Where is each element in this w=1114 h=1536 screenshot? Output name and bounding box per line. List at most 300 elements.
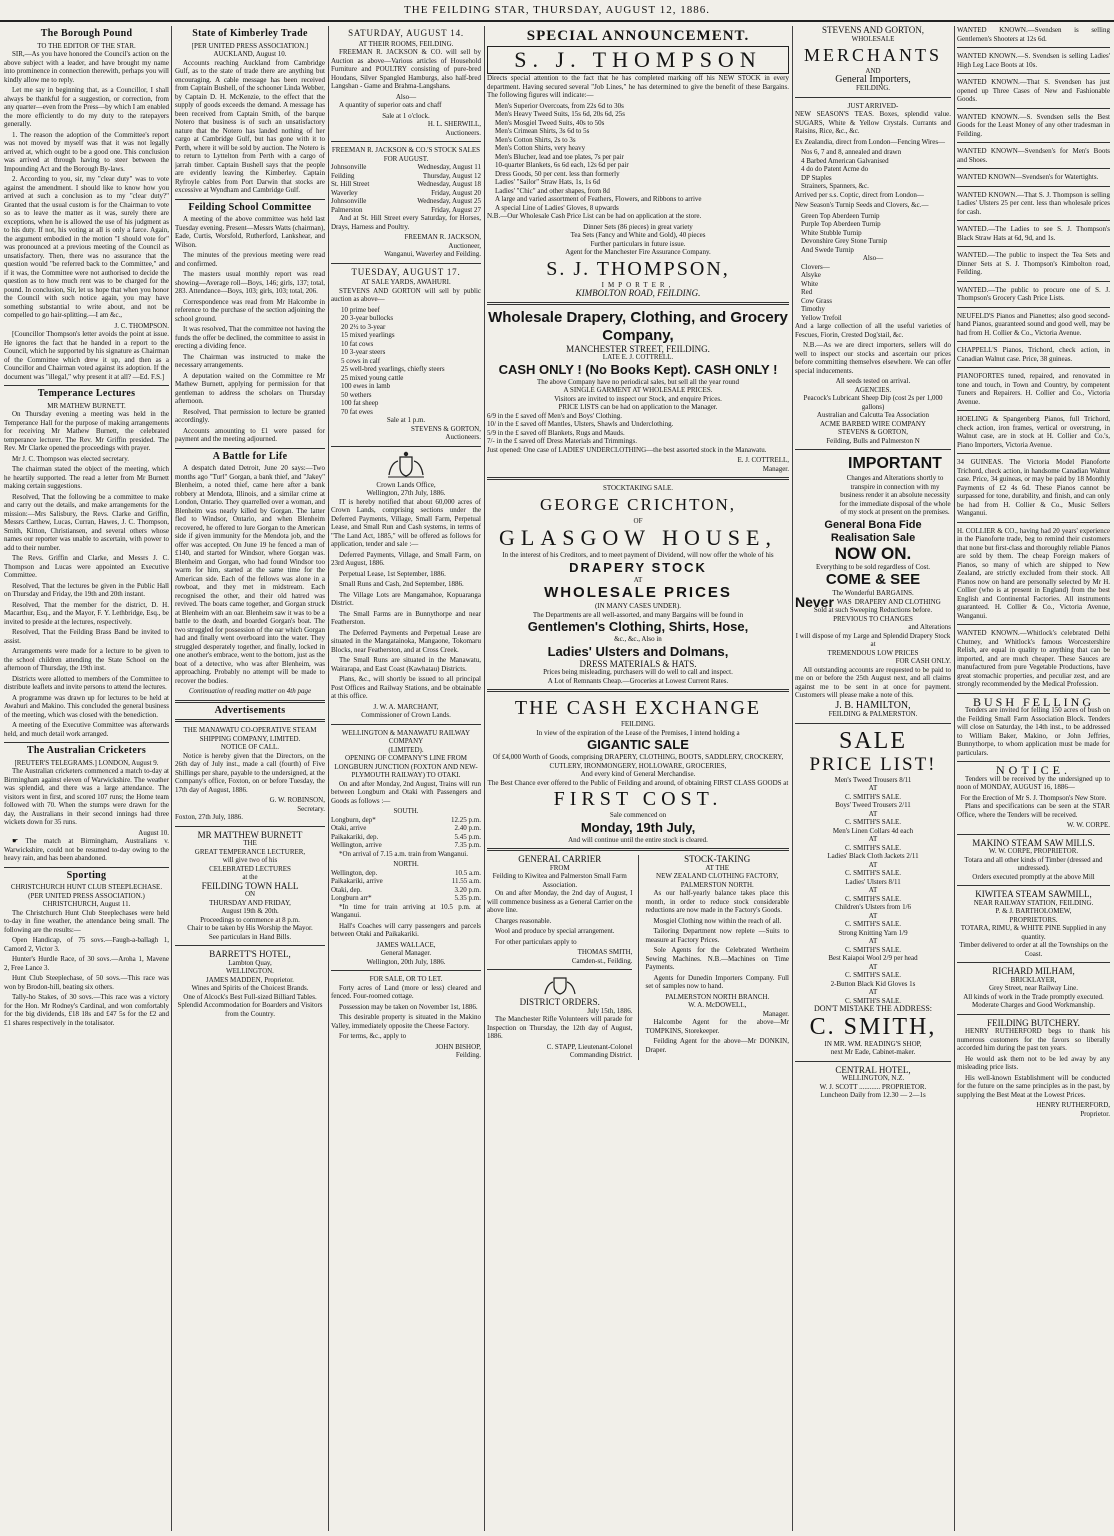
paragraph: Halcombe Agent for the above—Mr TOMPKINS, Storekeeper.	[645, 1018, 789, 1035]
ad-line: Prices being misleading, purchasers will do well to call and inspect.	[543, 668, 733, 676]
table-row	[331, 180, 481, 189]
paragraph: And a large collection of all the useful varieties of Fescues, Fiorin, Crested Dog'stail, &c.	[795, 322, 951, 339]
paragraph: Notice is hereby given that the Directors, on the 26th day of July inst., made a call (fourth) of Five Shillings per share, payable to the undersigned, at the Company's office, Foxton, on or before Tuesday, the 17th day of August, 1886.	[175, 751, 325, 794]
paragraph: On and after Monday, the 2nd day of August, I will commence business as a General Carrier on the above line.	[487, 889, 633, 914]
important-text	[839, 454, 951, 519]
dateline: July 15th, 1886.	[587, 1006, 633, 1015]
ad-title: KIWITEA STEAM SAWMILL,	[975, 889, 1092, 899]
paragraph: A despatch dated Detroit, June 20 says:—Two months ago "Turl" Gorgan, a bank thief, and "Jakey" Blenheim, a noted thief, came here after a bank robbery at Mendota, Illinois, and a similar crime at London, Ontario. They quarrelled over a woman, and Blenheim was nearly killed by Gorgan. The latter fled to Windsor, Ontario, and when Blenheim recovered, he offered to lure Gorgan to the American side if given immunity for the Mendota job, and the offer was accepted. On June 19 he fenced a man of £140, and started for Windsor, where Gorgan was. Blenheim and Gorgan, who had found Windsor too warm for him, started at the same time for the American side. Each of the fellows was alone in a rowboat, and they met in midstream. Each recognised the other, and their old hatred was revived. The boats came together, and Gorgan struck at Blenheim with an oar. Blenheim saw it was to be a battle to the death, and boarded Gorgan's boat. The two struggled for possession of the oar which Gorgan had and finally went overboard into the water. They struggled desperately together, and finally, locked in one another's embrace, went to the bottom, just as the boat of a detective, who was after Blenheim, was approaching. Probably no attempt will be made to recover the bodies.	[175, 464, 325, 685]
ad-line: General Bona Fide	[824, 518, 922, 531]
ad-title: Wholesale Drapery, Clothing, and Grocery Company,	[488, 308, 788, 344]
was-word: WAS	[836, 597, 852, 606]
column-rule	[328, 26, 329, 1531]
ad-line: Luncheon Daily from 12.30 — 2—1s	[820, 1091, 926, 1099]
ad-line: JAMES MADDEN, Proprietor.	[206, 975, 294, 984]
ad-line: Totara and all other kinds of Timber (dressed and undressed).	[964, 855, 1103, 872]
ad-line: See particulars in Hand Bills.	[208, 932, 292, 941]
ad-title: THE MANAWATU CO-OPERATIVE STEAM SHIPPING COMPANY, LIMITED.	[183, 726, 317, 743]
paragraph: Mosgiel Clothing now within the reach of all.	[653, 916, 782, 925]
divider	[957, 281, 1110, 282]
paragraph: Open Handicap, of 75 sovs.—Faugh-a-ballagh 1, Camord 2, Victor 3.	[4, 936, 169, 953]
ad-line: Crown Lands Office,	[376, 480, 436, 489]
ad-line: Australian and Calcutta Tea Association	[816, 411, 930, 419]
column-4	[487, 26, 789, 1531]
divider	[957, 834, 1110, 835]
ad-line: Dinner Sets (86 pieces) in great variety	[583, 222, 693, 231]
row-value: Wednesday, August 25	[417, 197, 481, 205]
classified-ad: WANTED.—The public to inspect the Tea Sets and Dinner Sets at S. J. Thompson's Kimbolton road, Feilding.	[957, 251, 1110, 276]
paragraph: SIR,—As you have honored the Council's action on the above subject with a leader, and have brought my name into prominence in connection therewith, perhaps you will kindly allow me to reply.	[4, 50, 169, 84]
table-row	[331, 841, 481, 850]
special-announcement-title: SPECIAL ANNOUNCEMENT.	[526, 28, 750, 44]
article-source: [PER UNITED PRESS ASSOCIATION.]	[191, 41, 309, 50]
list-item: White Stubble Turnip	[801, 228, 862, 237]
paragraph: A programme was drawn up for lectures to be held at Awahuri and Makino. This concluded the general business of the meeting, which was closed with the benediction.	[4, 693, 169, 719]
paragraph: And at St. Hill Street every Saturday, for Horses, Drays, Harness and Poultry.	[331, 214, 481, 231]
paragraph: 2. According to you, sir, my "clear duty" was to vote against the amendment. I should like to know how you arrived at such a conclusion as to my "clear duty?" Granted that the usual custom is for the Chairman to vote so as to leave the matter as it was, surely there are exceptions, when he is allowed the use of his judgment as to his duty. If not, his voting at all is only a farce. Again, the argument embodied in the motion "I should vote for" was pronounced at a previous meeting of the Council as unsatisfactory. Then, there was no assurance that the question would "be referred back to the Committee," and if it was, the Committee were not authorised to decide the question as to how much rent was to be charged for the pound. In conclusion, Sir, let us hope that when you honor the Council with such notice again, you may have something substantial to write about, and not be compelled to go hair-splitting.—I am &c.,	[4, 175, 169, 319]
article-title: Sporting	[66, 869, 107, 881]
discount-list	[487, 412, 789, 446]
ad-line: TREMENDOUS LOW PRICES	[827, 648, 919, 657]
sale-store: C. SMITH'S SALE.	[844, 971, 902, 979]
article-subhead: CHRISTCHURCH HUNT CLUB STEEPLECHASE.	[10, 883, 163, 891]
paragraph: 1. The reason the adoption of the Committee's report was not moved by myself was that it was not legally arrived at, which ought to be a good one. This conclusion was arrived at through having to steer between the Impounding Act and the Borough By-laws.	[4, 130, 169, 173]
divider	[957, 307, 1110, 308]
classified-ad: WANTED KNOWN.—Svendsen is selling Gentlemen's Shooters at 12s 6d.	[957, 26, 1110, 43]
divider	[175, 700, 325, 703]
divider	[957, 624, 1110, 625]
column-1	[4, 26, 169, 1531]
list-item: 4 do do Patent Acme do	[801, 165, 869, 173]
ad-line: Monday, 19th July,	[580, 819, 696, 835]
list-item: DP Staples	[801, 173, 832, 182]
ad-title: STEVENS AND GORTON,	[821, 26, 925, 35]
ad-line: AT SALE YARDS, AWAHURI.	[361, 278, 451, 286]
ad-line: Gentlemen's Clothing, Shirts, Hose,	[527, 619, 749, 634]
ad-line: DON'T MISTAKE THE ADDRESS:	[813, 1004, 933, 1013]
sale-item: Best Kaiapoi Wool 2/9 per head	[828, 954, 918, 962]
merchants-title: MERCHANTS	[803, 45, 942, 65]
ad-title: GEORGE CRICHTON,	[539, 494, 737, 514]
paragraph: Ex Zealandia, direct from London—Fencing Wires—	[795, 137, 946, 146]
paragraph: Hunt Club Steeplechase, of 50 sovs.—This race was won by Brodon-hill, beating six others.	[4, 974, 169, 991]
sale-price-list	[795, 776, 951, 1006]
paragraph: Sole Agents for the Celebrated Wertheim Sewing Machines. N.B.—Machines on Time Payments.	[645, 946, 789, 971]
ad-line: BRICKLAYER,	[1010, 975, 1057, 984]
paragraph: Accounts reaching Auckland from Cambridge Gulf, as to the state of trade there are anything but encouraging. A cable message has been received from Captain Bushell, of the schooner Linda Webber, by Captain D. H. McKenzie, to the effect that the supply of goods exceeds the demand. A message has been received from Captain Smith, of the barque Notero that business is of such an unsatisfactory nature that the Notero has landed nothing of her cargo at Cambridge Gulf, but has gone with it to Perth, where it will be sold by auction. The Notero is to return to Lyttelton from Perth with a cargo of jarrah timber. Captain Bushell says that the people are evidently leaving the Kimberley. Captain Ryfroyle cables from Port Darwin that stocks are excessive at Wyndham and Cambridge Gulf.	[175, 58, 325, 194]
signature-role: Commissioner of Crown Lands.	[361, 711, 451, 719]
paragraph: Resolved, That the Feilding Brass Band be invited to assist.	[4, 628, 169, 645]
paragraph: A quantity of superior oats and chaff	[339, 101, 442, 109]
sale-at: AT	[868, 784, 878, 792]
ad-line: Sale at 1 o'clock.	[382, 111, 430, 120]
paragraph: Agents for Dunedin Importers Company. Full set of samples now to hand.	[645, 973, 789, 990]
list-item: A large and varied assortment of Feathers, Flowers, and Ribbons to arrive	[495, 195, 702, 203]
paragraph: *In time for train arriving at 10.5 p.m. at Wanganui.	[331, 902, 481, 919]
classified-ad: PIANOFORTES tuned, repaired, and renovated in tone and touch, in Town and Country, by competent Tuners and Repairers. H. Collier and Co., Victoria Avenue.	[957, 372, 1110, 406]
divider	[957, 1014, 1110, 1015]
ad-line: Further particulars in future issue.	[590, 239, 686, 248]
list-item: White	[801, 279, 819, 288]
list-item: Men's Superior Overcoats, from 22s 6d to 30s	[495, 101, 624, 110]
masthead: THE FEILDING STAR, THURSDAY, AUGUST 12, 1886.	[0, 0, 1114, 22]
ad-line: Lambton Quay,	[228, 958, 272, 967]
list-item: Men's Heavy Tweed Suits, 15s 6d, 20s 6d, 25s	[495, 110, 625, 118]
ad-line: MANCHESTER STREET, FEILDING.	[566, 343, 710, 354]
ad-subtitle: OPENING OF COMPANY'S LINE FROM LONGBURN JUNCTION (FOXTON AND NEW-PLYMOUTH RAILWAY) TO OTAKI.	[334, 754, 478, 779]
signature-role: Secretary.	[297, 804, 325, 813]
ad-line: All kinds of work in the Trade promptly executed.	[963, 992, 1104, 1001]
paragraph: The Christchurch Hunt Club Steeplechases were held to-day in fine weather, the attendance being small. The following are the results:—	[4, 908, 169, 934]
ad-line: For the Erection of Mr S. J. Thompson's New Store.	[960, 793, 1107, 802]
classified-ad: WANTED KNOWN—Svendsen's for Watertights.	[957, 173, 1099, 181]
paragraph: Just opened: One case of LADIES' UNDERCLOTHING—the best assorted stock in the Manawatu.	[487, 445, 767, 454]
divider	[957, 962, 1110, 963]
ad-line: General Importers,	[835, 73, 911, 85]
ad-line: W. W. CORPE, PROPRIETOR.	[988, 847, 1079, 855]
ad-line: NEAR RAILWAY STATION, FEILDING.	[973, 898, 1094, 907]
ad-line: Timber delivered to order at all the Townships on the Coast.	[959, 941, 1108, 958]
list-item: 20 2½ to 3-year	[341, 322, 386, 331]
signature-role: Proprietor.	[1080, 1109, 1110, 1118]
paragraph: Let me say in beginning that, as a Councillor, I shall always be thankful for a suggestion, or correction, from any quarter—even from the Press—by which I am enabled the more efficiently to do my duty to the ratepayers generally.	[4, 86, 169, 128]
row-label: Longburn arr*	[331, 894, 372, 902]
ad-line: TOTARA, RIMU, & WHITE PINE Supplied in any quantity.	[960, 924, 1107, 941]
ad-subtitle: NOTICE OF CALL.	[220, 743, 280, 751]
clover-list	[795, 263, 951, 323]
signature: J. W. A. MARCHANT,	[373, 702, 439, 711]
table-row	[331, 824, 481, 833]
divider	[175, 945, 325, 946]
timetable-north	[331, 869, 481, 903]
paragraph: As our half-yearly balance takes place this month, in order to reduce stock considerable reductions are now made in the Factory's Goods.	[645, 889, 789, 914]
sale-at: AT	[868, 886, 878, 894]
paragraph: Directs special attention to the fact that he has completed marking off his NEW STOCK in every department. Having secured several "Job Lines," he has determined to give the benefit of these Bargains. The following figures will indicate:—	[487, 74, 789, 99]
turnip-list	[795, 212, 951, 255]
ad-line: Proceedings to commence at 8 p.m.	[200, 915, 300, 924]
list-item: 6/9 in the £ saved off Men's and Boys' Clothing.	[487, 411, 622, 420]
divider	[331, 970, 481, 971]
ad-title: THE CASH EXCHANGE	[514, 697, 762, 719]
paragraph: A meeting of the above committee was held last Tuesday evening. Present—Messrs Watts (chairman), Eade, Curtis, Worsfold, Rutherford, Lankshear, and Wilson.	[175, 215, 325, 249]
paragraph: His well-known Establishment will be conducted for the future on the same principles as in the past, by supplying the Best Meat at the Lowest Prices.	[957, 1073, 1110, 1099]
ad-line: THE	[243, 839, 257, 847]
paragraph: Resolved, That permission to lecture be granted accordingly.	[175, 407, 325, 424]
ad-heading: SATURDAY, AUGUST 14.	[348, 28, 464, 38]
sale-at: AT	[868, 937, 878, 945]
ad-line: The Departments are all well-assorted, and many Bargains will be found in	[532, 610, 744, 619]
list-item: 50 wethers	[341, 390, 372, 399]
list-item: 10 3-year steers	[341, 348, 386, 356]
ad-title: BARRETT'S HOTEL,	[209, 949, 291, 959]
list-item: 70 fat ewes	[341, 407, 373, 416]
continuation-note: Continuation of reading matter on 4th page	[188, 687, 312, 695]
table-row	[331, 816, 481, 825]
row-label: Longburn, dep*	[331, 815, 376, 824]
paragraph: IT is hereby notified that about 60,000 acres of Crown Lands, comprising sections under the Deferred Payments, Village, Small Farm, Perpetual Lease, and Small Run and Cash systems, in terms of "The Land Act, 1885," will be offered as follows for application, tender and sale :—	[331, 497, 481, 548]
article-title: State of Kimberley Trade	[192, 28, 308, 39]
ad-line: DRAPERY STOCK	[569, 559, 707, 575]
ad-title: MR MATTHEW BURNETT	[197, 829, 303, 840]
dateline: August 10.	[138, 828, 169, 837]
table-row	[331, 886, 481, 895]
sj-thompson-banner: S. J. THOMPSON	[487, 46, 789, 74]
row-label: St. Hill Street	[331, 180, 370, 188]
paragraph: Wool and produce by special arrangement.	[495, 927, 615, 935]
sale-store: C. SMITH'S SALE.	[844, 792, 902, 801]
ad-line: OF	[633, 516, 643, 525]
ad-line: Wines and Spirits of the Choicest Brands.	[191, 984, 309, 992]
classified-ad: 34 GUINEAS. The Victoria Model Pianoforte Trichord, check action, in handsome Canadian Walnut case. Price, 34 guineas, or may be paid by 18 Monthly Payments of £2 4s 6d. These Pianos cannot be surpassed for tone, durability, and finish, and can only be had from H. Collier & Co., Music Sellers Wanganui.	[957, 458, 1110, 517]
ad-line: AGENCIES.	[854, 385, 892, 394]
paragraph: The Deferred Payments and Perpetual Lease are situated in the Mangatainoka, Mangaone, Tokomaru Blocks, near Featherston, and at Cross Creek.	[331, 628, 481, 654]
ad-title: DISTRICT ORDERS.	[519, 997, 600, 1007]
ad-line: Tea Sets (Fancy and White and Gold), 40 pieces	[570, 231, 706, 239]
ad-line: WHOLESALE PRICES	[544, 584, 732, 601]
ad-line: at the	[242, 873, 258, 881]
article-title: Feilding School Committee	[188, 201, 312, 213]
dateline: Wellington, 20th July, 1886.	[366, 957, 446, 966]
list-item: Men's Blucher, lead and toe plates, 7s per pair	[495, 152, 624, 161]
paragraph: Feilding Agent for the above—Mr DONKIN, Draper.	[645, 1037, 789, 1054]
divider	[795, 723, 951, 724]
signature-role: Auctioneer,	[448, 241, 481, 250]
row-value: 11.55 a.m.	[451, 877, 481, 885]
signature-role: Auctioneers.	[445, 128, 481, 137]
paragraph: The Small Farms are in Bunnythorpe and near Featherston.	[331, 609, 481, 626]
divider	[331, 446, 481, 447]
ad-line: PROPRIETORS.	[1009, 915, 1058, 924]
ad-line: Chair to be taken by His Worship the Mayor.	[187, 924, 313, 932]
paragraph: Mr J. C. Thompson was elected secretary.	[12, 454, 130, 463]
ad-line: All seeds tested on arrival.	[835, 377, 911, 385]
paragraph: Perpetual Lease, 1st September, 1886.	[339, 569, 446, 578]
table-row	[331, 172, 481, 181]
ad-line: &c., &c., Also in	[614, 635, 662, 643]
ad-line: LATE E. J. COTTRELL.	[602, 353, 674, 361]
row-label: Wellington, arrive	[331, 841, 382, 849]
ad-line: Sale commenced on	[609, 811, 667, 819]
paragraph-text: The match at Birmingham, Australians v. Warwickshire, could not be resumed to-day owing to the heavy rain, and has been abandoned.	[4, 837, 169, 862]
ad-line: Moderate Charges and Good Workmanship.	[971, 1001, 1096, 1009]
row-label: Feilding	[331, 171, 355, 180]
row-value: 5.45 p.m.	[454, 832, 481, 841]
paragraph: He would ask them not to be led away by any misleading price lists.	[957, 1054, 1110, 1071]
now-on-banner: NOW ON.	[834, 543, 912, 563]
classified-ad: H. COLLIER & CO., having had 20 years' experience in the Pianoforte trade, beg to remind their customers that none but first-class and thoroughly reliable Pianos are sold by them. The cheap Foreign makers of Pianos, so many of which are shipped to New Zealand, are strictly excluded from their stock. All Pianos now on hand are personally selected by Mr H. Collier (who is at present in England) from the best English and Continental Factories. All instruments guaranteed. H. Collier & Co., Victoria Avenue, Wanganui.	[957, 526, 1110, 620]
paragraph: The minutes of the previous meeting were read and confirmed.	[175, 251, 325, 268]
divider	[795, 1061, 951, 1062]
list-item: Strainers, Spanners, &c.	[801, 182, 869, 190]
article-title: Temperance Lectures	[37, 388, 136, 399]
paragraph	[4, 837, 169, 863]
section-title: Advertisements	[214, 704, 286, 716]
column-rule	[484, 26, 485, 1531]
paragraph: The Small Runs are situated in the Manawatu, Wairarapa, and East Coast (Kawhatau) Districts.	[331, 656, 481, 673]
row-value: Wednesday, August 18	[417, 180, 481, 188]
paragraph: The chairman stated the object of the meeting, which he heartily supported. The read a letter from Mr Burnett making certain suggestions.	[4, 465, 169, 490]
table-row	[331, 833, 481, 842]
signature: JAMES WALLACE,	[376, 940, 436, 949]
divider	[487, 302, 789, 305]
list-item: 100 ewes in lamb	[341, 382, 391, 390]
table-row	[331, 877, 481, 886]
ad-title: S. J. THOMPSON,	[546, 257, 730, 280]
ad-title: WELLINGTON & MANAWATU RAILWAY COMPANY	[341, 728, 471, 745]
ad-line: Agent for the Manchester Fire Assurance Company.	[565, 248, 711, 256]
ad-line: The Best Chance ever offered to the Public of Feilding and around, of obtaining FIRST CLASS GOODS at	[487, 778, 789, 787]
ad-line: In view of the expiration of the Lease of the Premises, I intend holding a	[536, 728, 740, 737]
table-row	[331, 869, 481, 878]
ad-line: NEW ZEALAND CLOTHING FACTORY,	[656, 872, 779, 880]
paragraph: Hunter's Hurdle Race, of 30 sovs.—Aroha 1, Mavene 2, Free Lance 3.	[4, 955, 169, 972]
ad-title: MAKINO STEAM SAW MILLS.	[972, 837, 1095, 848]
ad-title: STOCK-TAKING	[684, 854, 751, 864]
row-label: Otaki, dep.	[331, 885, 362, 894]
signature: JOHN BISHOP,	[435, 1042, 481, 1051]
ad-line: And will continue until the entire stock is cleared.	[568, 835, 708, 844]
paragraph: Tailoring Department now replete —Suits to measure at Factory Prices.	[645, 927, 789, 944]
list-item: Red	[801, 288, 813, 296]
divider	[331, 724, 481, 725]
paragraph: Arrived per s.s. Coptic, direct from London—	[795, 190, 924, 199]
divider	[957, 410, 1110, 411]
column-rule	[954, 26, 955, 1531]
divider	[4, 867, 169, 868]
paragraph: Changes and Alterations shortly to transpire in connection with my business render it an absolute necessity for the immediate disposal of the whole of my stock at present on the premises.	[839, 474, 951, 516]
paragraph: Plans and specifications can be seen at the STAR Office, where the Tenders will be received.	[957, 802, 1110, 819]
list-item: 25 mixed young cattle	[341, 373, 404, 382]
list-item: Cow Grass	[801, 296, 832, 305]
price-list-title: PRICE LIST!	[809, 753, 937, 775]
table-row	[331, 163, 481, 172]
list-item: 100 fat sheep	[341, 399, 379, 407]
ad-line: Realisation Sale	[830, 531, 916, 544]
sale-store: C. SMITH'S SALE.	[844, 996, 902, 1005]
divider	[4, 385, 169, 386]
ad-line: Of £4,000 Worth of Goods, comprising DRAPERY, CLOTHING, BOOTS, SADDLERY, CROCKERY, CUTLERY, IRONMONGERY, HOLLOWARE, GROCERIES,	[492, 753, 784, 770]
row-label: Palmerston	[331, 205, 363, 214]
row-value: 5.35 p.m.	[454, 894, 481, 902]
clothing-factory-ad	[645, 855, 789, 1060]
paragraph: For terms, &c., apply to	[339, 1032, 407, 1040]
paragraph: This desirable property is situated in the Makino Valley, immediately opposite the Cheese Factory.	[331, 1013, 481, 1030]
ad-line: DRESS MATERIALS & HATS.	[579, 658, 697, 669]
signature: G. W. ROBINSON,	[269, 796, 325, 804]
list-item: Yellow Trefoil	[801, 313, 842, 322]
list-item: Men's Cotton Shirts, 2s to 3s	[495, 135, 576, 144]
ad-line: Sold at such Sweeping Reductions before.	[813, 606, 933, 614]
list-item: Dress Goods, 50 per cent. less than formerly	[495, 169, 620, 178]
list-item: Nos 6, 7 and 8, annealed and drawn	[801, 148, 902, 156]
paragraph: Small Runs and Cash, 2nd September, 1886.	[339, 580, 464, 588]
divider	[957, 341, 1110, 342]
ad-title: CENTRAL HOTEL,	[835, 1064, 911, 1075]
paragraph: Accounts amounting to £1 were passed for payment and the meeting adjourned.	[175, 426, 325, 443]
table-row	[331, 206, 481, 215]
list-item: 20 3-year bullocks	[341, 314, 394, 322]
ad-line: next Mr Eade, Cabinet-maker.	[830, 1048, 916, 1056]
paragraph: The masters usual monthly report was read showing—Average roll—Boys, 146; girls, 137; total, 283. Attendance—Boys, 103; girls, 103; total, 206.	[175, 270, 325, 295]
article-title: A Battle for Life	[212, 450, 288, 462]
paragraph: Deferred Payments, Village, and Small Farm, on 23rd August, 1886.	[331, 550, 481, 567]
sale-item: Ladies' Ulsters 8/11	[845, 877, 901, 886]
ad-line: PRICE LISTS can be had on application to the Manager.	[558, 403, 718, 411]
paragraph: The Village Lots are Mangamahoe, Kopuaranga District.	[331, 590, 481, 607]
divider	[175, 199, 325, 200]
paragraph: The Revs. Griffin and Clarke, and Messrs J. C. Thompson and Lucas were appointed an Executive Committee.	[4, 554, 169, 579]
divider	[957, 108, 1110, 109]
signature-role: General Manager.	[380, 949, 432, 957]
paragraph: Arrangements were made for a lecture to be given to the school children attending the State School on the afternoon of Thursday, the 19th inst.	[4, 647, 169, 672]
divider	[175, 719, 325, 722]
divider	[175, 448, 325, 449]
paragraph: It was resolved, That the committee not having the funds the offer be declined, the committee to assist in erecting a dividing fence.	[175, 325, 325, 350]
ad-line: KIMBOLTON ROAD, FEILDING.	[575, 288, 701, 298]
pointing-hand-icon: ☛	[12, 837, 26, 845]
ad-title: NOTICE.	[996, 763, 1071, 777]
ad-line: The above Company have no periodical sales, but sell all the year round	[537, 377, 739, 386]
paragraph: HENRY RUTHERFORD begs to thank his numerous customers for the favors so liberally accorded him during the past ten years.	[957, 1027, 1110, 1052]
sale-store: C. SMITH'S SALE.	[844, 843, 902, 852]
sale-item: Boys' Tweed Trousers 2/11	[835, 801, 911, 809]
paragraph: New Season's Turnip Seeds and Clovers, &c.—	[795, 201, 929, 209]
list-item: Green Top Aberdeen Turnip	[801, 211, 880, 220]
row-value: 3.20 p.m.	[454, 885, 481, 894]
article-title: The Australian Cricketers	[26, 745, 147, 756]
classified-ad: HOELING & Spangenberg Pianos, full Trichord, check action, iron frames, vertical or overstrung, in Walnut case, are in stock at H. Collier and Co.'s, Piano Importers, Victoria Avenue.	[957, 415, 1110, 449]
ad-line: Visitors are invited to inspect our Stock, and enquire Prices.	[554, 394, 722, 403]
list-item: Ladies' "Sailor" Straw Hats, 1s, 1s 6d	[495, 178, 600, 186]
classified-ad: CHAPPELL'S Pianos, Trichord, check action, in Canadian Walnut case. Price, 38 guineas.	[957, 346, 1110, 363]
sale-at: AT	[868, 860, 878, 869]
sale-at: AT	[868, 988, 878, 996]
classified-ad: NEUFELD'S Pianos and Pianettes; also good second-hand Pianos, guaranteed sound and good well, may be had from H. Collier & Co., Victoria Avenue.	[957, 311, 1110, 337]
ad-line: GIGANTIC SALE	[587, 737, 689, 752]
divider	[175, 826, 325, 827]
list-item: Men's Crimean Shirts, 3s 6d to 5s	[495, 127, 590, 135]
sale-schedule	[331, 163, 481, 214]
sale-item: 2-Button Black Kid Gloves 1s	[830, 979, 916, 988]
list-item: 5 cows in calf	[341, 356, 381, 365]
ad-line: ON	[244, 890, 256, 898]
list-item: Men's Cotton Shirts, very heavy	[495, 144, 586, 152]
list-item: A special Line of Ladies' Gloves, 8 upwards	[495, 203, 619, 212]
row-value: 7.35 p.m.	[454, 841, 481, 849]
signature: J. B. HAMILTON,	[835, 699, 911, 711]
livestock-list	[331, 306, 481, 417]
paragraph: The Australian cricketers commenced a match to-day at Birmingham against eleven of Warwickshire. The weather was splendid, and there was a large attendance. The visitors went in first, and scored 107 runs; the Home team followed with 70. When the stumps were drawn for the day, the Australians in their second innings had three wickets down for 35 runs.	[4, 767, 169, 826]
row-value: 2.40 p.m.	[454, 824, 481, 832]
c-smith-title: C. SMITH,	[809, 1013, 937, 1040]
classified-ad: WANTED KNOWN.—S. Svendsen sells the Best Goods for the Least Money of any other tradesman in Feilding.	[957, 112, 1110, 138]
ad-line: AT	[633, 575, 643, 584]
ad-line: One of Alcock's Best Full-sized Billiard Tables.	[183, 992, 317, 1001]
fencing-list	[795, 148, 951, 191]
signature: E. J. COTTRELL,	[737, 456, 789, 464]
paragraph: N.B.—As we are direct importers, sellers will do well to inspect our stocks and ascertain our prices before committing themselves elsewhere. We can offer special inducements.	[795, 341, 951, 375]
sale-store: C. SMITH'S SALE.	[844, 920, 902, 928]
price-list	[487, 102, 789, 213]
paragraph: STEVENS AND GORTON will sell by public auction as above—	[331, 286, 481, 303]
signature: W. W. CORPE.	[1066, 821, 1110, 829]
paragraph: FREEMAN R. JACKSON & CO. will sell by Auction as above—Various articles of Household Furniture and POULTRY consisting of pure-bred Houdans, Silver Spangled Hamburgs, also half-bred Langshan - Game and Brahma-Langshans.	[331, 48, 481, 90]
sale-item: Men's Linen Collars 4d each	[832, 826, 914, 835]
classified-ad: WANTED KNOWN.—That S. Svendsen has just opened up Three Cases of New and Fashionable Goods.	[957, 78, 1110, 103]
ad-line: Also—	[862, 254, 884, 262]
timetable-south	[331, 816, 481, 850]
divider	[487, 969, 632, 970]
